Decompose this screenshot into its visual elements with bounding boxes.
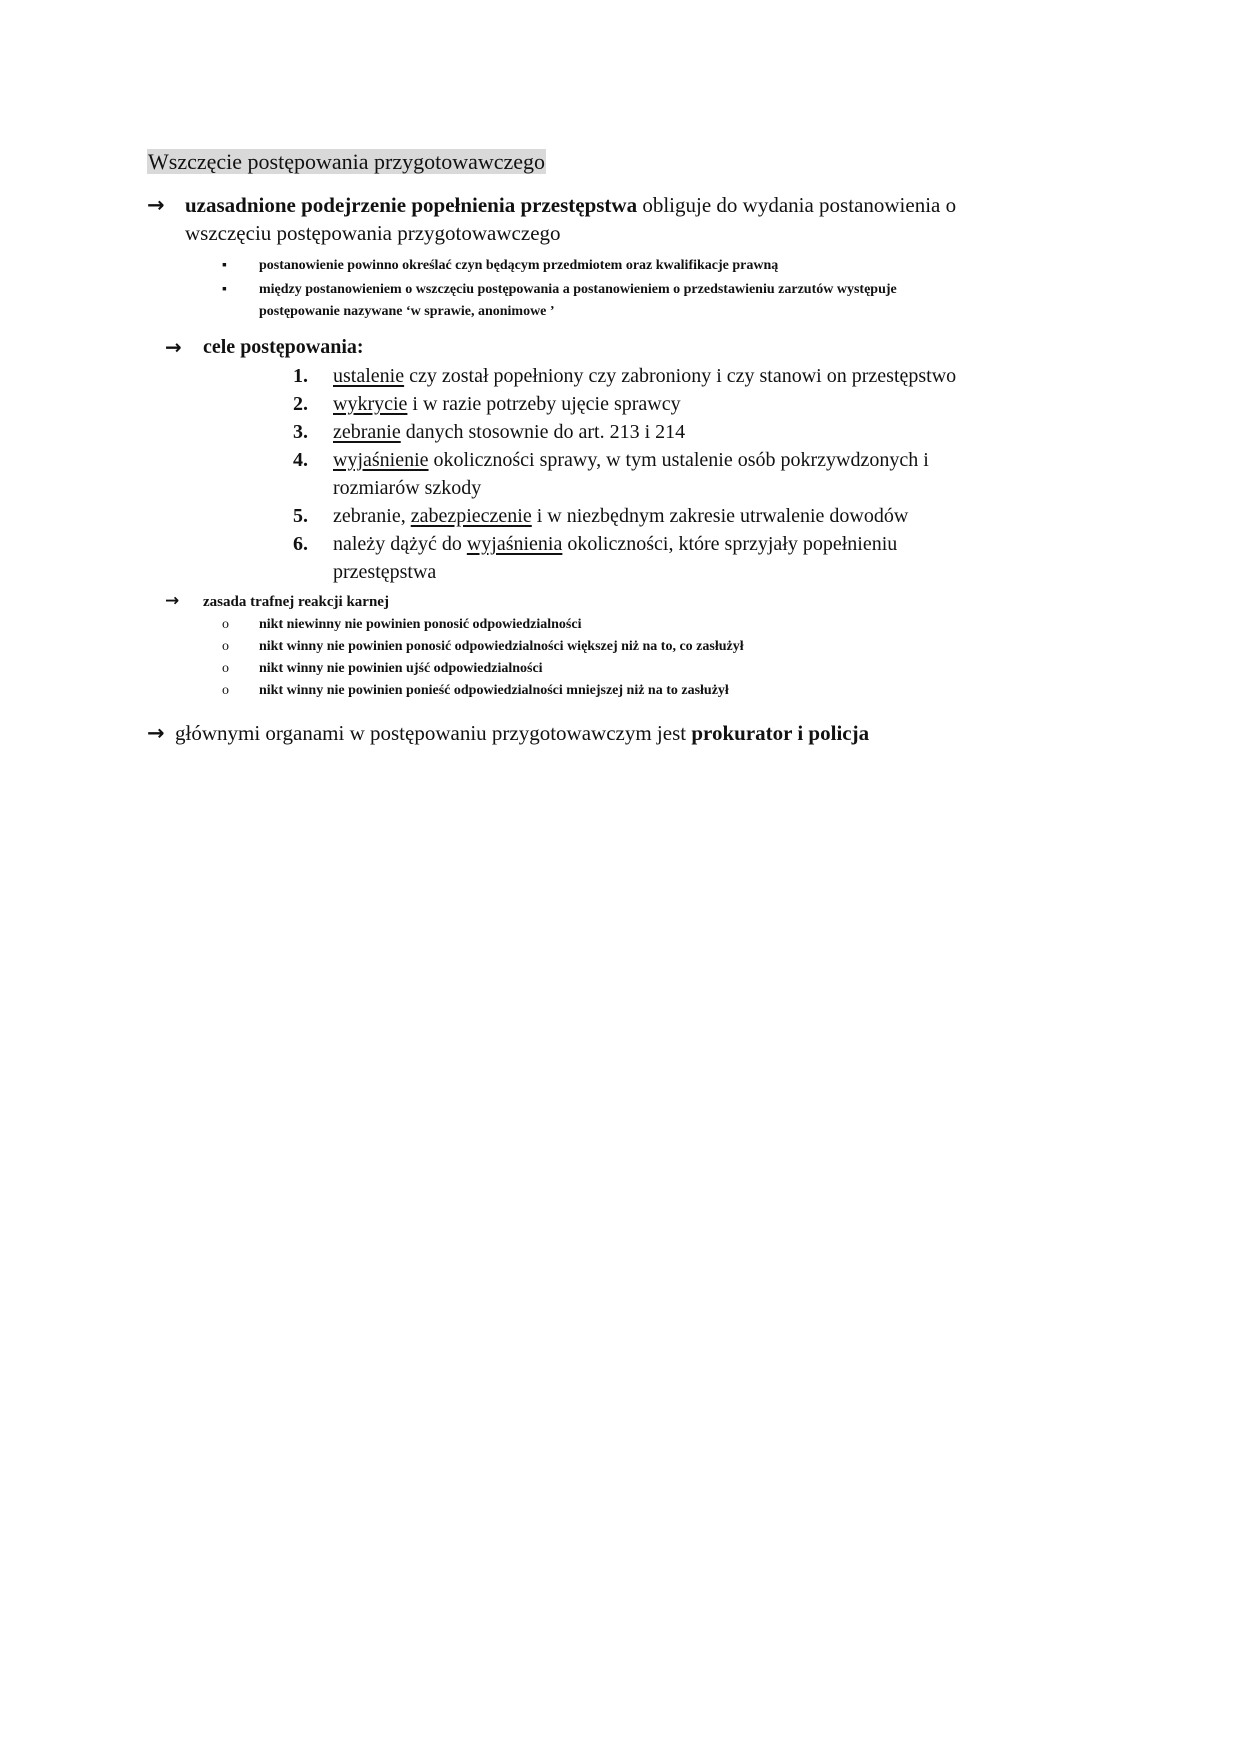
list-item-cont: rozmiarów szkody: [333, 477, 482, 499]
list-item-text: czy został popełniony czy zabroniony i czy stanowi on przestępstwo: [404, 365, 957, 387]
list-item-underlined: wyjaśnienia: [466, 533, 563, 555]
list-number: 3.: [293, 421, 308, 443]
arrow-icon: →: [147, 193, 165, 217]
arrow-icon: →: [165, 335, 182, 359]
arrow-icon: →: [147, 721, 165, 745]
circle-bullet-icon: o: [222, 639, 229, 654]
list-number: 4.: [293, 449, 308, 471]
arrow-icon: →: [165, 591, 180, 611]
section1-bold: uzasadnione podejrzenie popełnienia przestępstwa: [185, 193, 638, 217]
section4-bold: prokurator i policja: [691, 721, 870, 745]
list-item-text: danych stosownie do art. 213 i 214: [400, 421, 686, 443]
list-number: 6.: [293, 533, 308, 555]
list-number: 2.: [293, 393, 308, 415]
list-item-underlined: ustalenie: [333, 365, 405, 387]
section3-item: nikt winny nie powinien ponosić odpowiedzialności większej niż na to, co zasłużył: [259, 639, 744, 654]
section4-line: [175, 719, 869, 747]
list-item: [333, 530, 897, 558]
list-item: [333, 362, 956, 390]
list-item: [333, 418, 685, 446]
section1-line1: [185, 191, 956, 219]
section3-item: nikt winny nie powinien ponieść odpowiedzialności mniejszej niż na to zasłużył: [259, 683, 729, 698]
list-item-text: okoliczności sprawy, w tym ustalenie osób pokrzywdzonych i: [428, 449, 929, 471]
circle-bullet-icon: o: [222, 617, 229, 632]
square-bullet-icon: ▪: [222, 258, 227, 273]
list-item-text: i w razie potrzeby ujęcie sprawcy: [407, 393, 681, 415]
circle-bullet-icon: o: [222, 683, 229, 698]
list-item-underlined: wyjaśnienie: [333, 449, 429, 471]
section1-bullet-2-cont: postępowanie nazywane ‘w sprawie, anonimowe ’: [259, 304, 555, 319]
section3-label: zasada trafnej reakcji karnej: [203, 594, 389, 610]
list-item: [333, 502, 908, 530]
section3-item: nikt winny nie powinien ujść odpowiedzialności: [259, 661, 543, 676]
circle-bullet-icon: o: [222, 661, 229, 676]
list-item: [333, 390, 681, 418]
list-item-cont: przestępstwa: [333, 561, 437, 583]
list-item-underlined: zebranie: [333, 421, 401, 443]
section1-rest: obliguje do wydania postanowienia o: [637, 193, 957, 217]
list-item-pre: zebranie,: [333, 505, 411, 527]
list-number: 1.: [293, 365, 308, 387]
section2-label: cele postępowania:: [203, 336, 364, 358]
section3-item: nikt niewinny nie powinien ponosić odpowiedzialności: [259, 617, 582, 632]
document-title: Wszczęcie postępowania przygotowawczego: [148, 149, 546, 174]
list-item-underlined: wykrycie: [333, 393, 408, 415]
section4-text: głównymi organami w postępowaniu przygotowawczym jest: [175, 721, 692, 745]
square-bullet-icon: ▪: [222, 282, 227, 297]
section1-bullet-1: postanowienie powinno określać czyn będącym przedmiotem oraz kwalifikacje prawną: [259, 258, 779, 273]
section1-bullet-2: między postanowieniem o wszczęciu postępowania a postanowieniem o przedstawieniu zarzutów występuje: [259, 282, 897, 297]
list-item-underlined: zabezpieczenie: [410, 505, 532, 527]
section1-line2: wszczęciu postępowania przygotowawczego: [185, 221, 561, 245]
list-item-pre: należy dążyć do: [333, 533, 467, 555]
list-item-text: i w niezbędnym zakresie utrwalenie dowodów: [531, 505, 909, 527]
list-item: [333, 446, 929, 474]
list-item-text: okoliczności, które sprzyjały popełnieniu: [562, 533, 898, 555]
list-number: 5.: [293, 505, 308, 527]
